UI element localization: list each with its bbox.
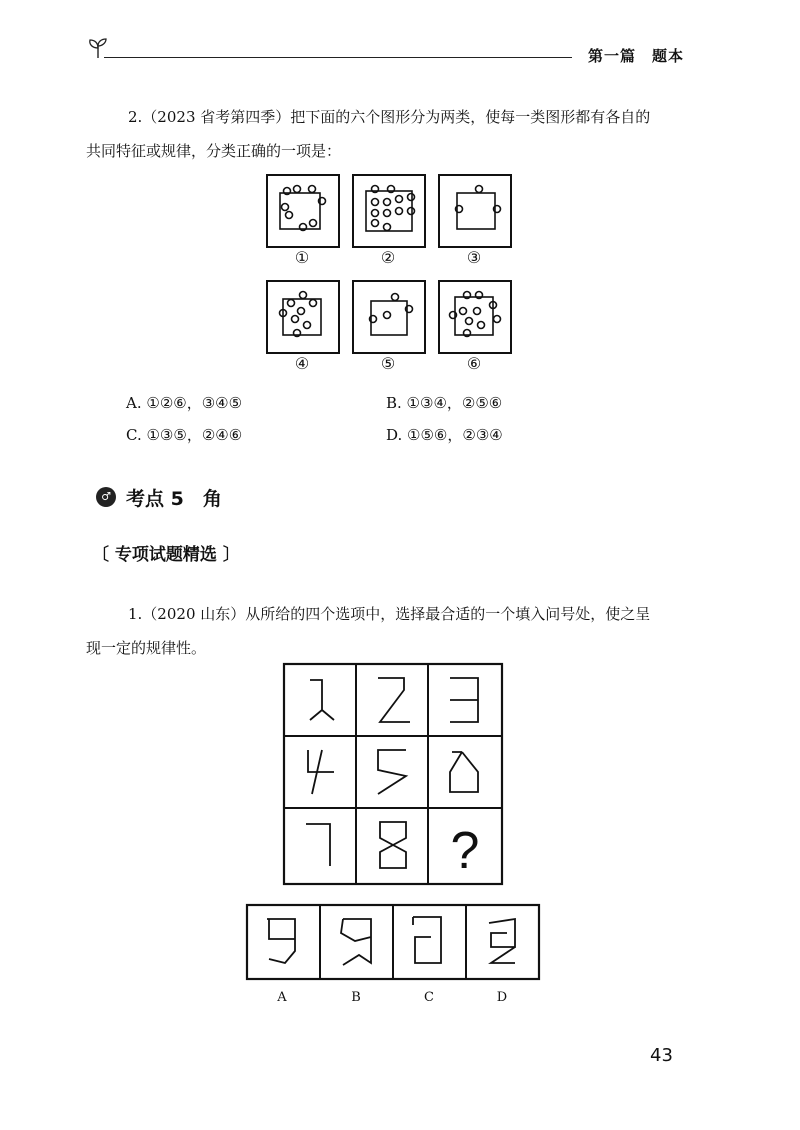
glyph-4 — [308, 750, 334, 794]
figure-1 — [267, 175, 339, 247]
glyph-3 — [450, 678, 478, 722]
question1-line1: 1.（2020 山东）从所给的四个选项中，选择最合适的一个填入问号处，使之呈 — [128, 605, 651, 623]
figure-3 — [439, 175, 511, 247]
glyph-8 — [380, 822, 406, 868]
question1-line2: 现一定的规律性。 — [86, 639, 207, 657]
header-section: 第一篇 题本 — [588, 47, 685, 65]
question1-answers — [245, 903, 541, 981]
figure-4 — [267, 281, 339, 353]
answer-d-glyph — [489, 919, 515, 963]
ribbon-icon: ♂ — [96, 487, 116, 507]
subsection-title: 〔 专项试题精选 〕 — [92, 545, 240, 565]
glyph-7 — [306, 824, 330, 866]
glyph-1 — [310, 680, 334, 720]
question-mark: ? — [450, 822, 480, 880]
answer-label-b[interactable]: B — [351, 990, 361, 1005]
question1-text — [86, 597, 716, 665]
question2-line1: 2.（2023 省考第四季）把下面的六个图形分为两类，使每一类图形都有各自的 — [128, 108, 651, 126]
option-d[interactable]: D. ①⑤⑥，②③④ — [386, 426, 503, 444]
page-number: 43 — [650, 1045, 673, 1066]
figure-label-6: ⑥ — [466, 354, 482, 373]
glyph-6 — [450, 752, 478, 792]
figure-2 — [353, 175, 425, 247]
header-rule — [104, 57, 572, 58]
figure-label-1: ① — [294, 248, 310, 267]
question1-grid — [282, 662, 504, 886]
answer-b-glyph — [341, 919, 371, 965]
figure-5 — [353, 281, 425, 353]
figure-6 — [439, 281, 511, 353]
figure-label-5: ⑤ — [380, 354, 396, 373]
option-c[interactable]: C. ①③⑤，②④⑥ — [126, 426, 243, 444]
figure-label-2: ② — [380, 248, 396, 267]
question2-line2: 共同特征或规律，分类正确的一项是： — [86, 142, 342, 160]
answer-label-d[interactable]: D — [496, 990, 508, 1005]
figure-label-3: ③ — [466, 248, 482, 267]
section-title: 考点 5 角 — [126, 488, 222, 510]
question2-text — [86, 100, 716, 168]
answer-label-a[interactable]: A — [277, 990, 287, 1005]
glyph-2 — [378, 678, 410, 722]
answer-label-c[interactable]: C — [424, 990, 434, 1005]
option-b[interactable]: B. ①③④，②⑤⑥ — [386, 394, 503, 412]
glyph-5 — [378, 750, 406, 794]
answer-c-glyph — [413, 917, 441, 963]
figure-label-4: ④ — [294, 354, 310, 373]
answer-a-glyph — [267, 919, 295, 963]
option-a[interactable]: A. ①②⑥，③④⑤ — [126, 394, 243, 412]
